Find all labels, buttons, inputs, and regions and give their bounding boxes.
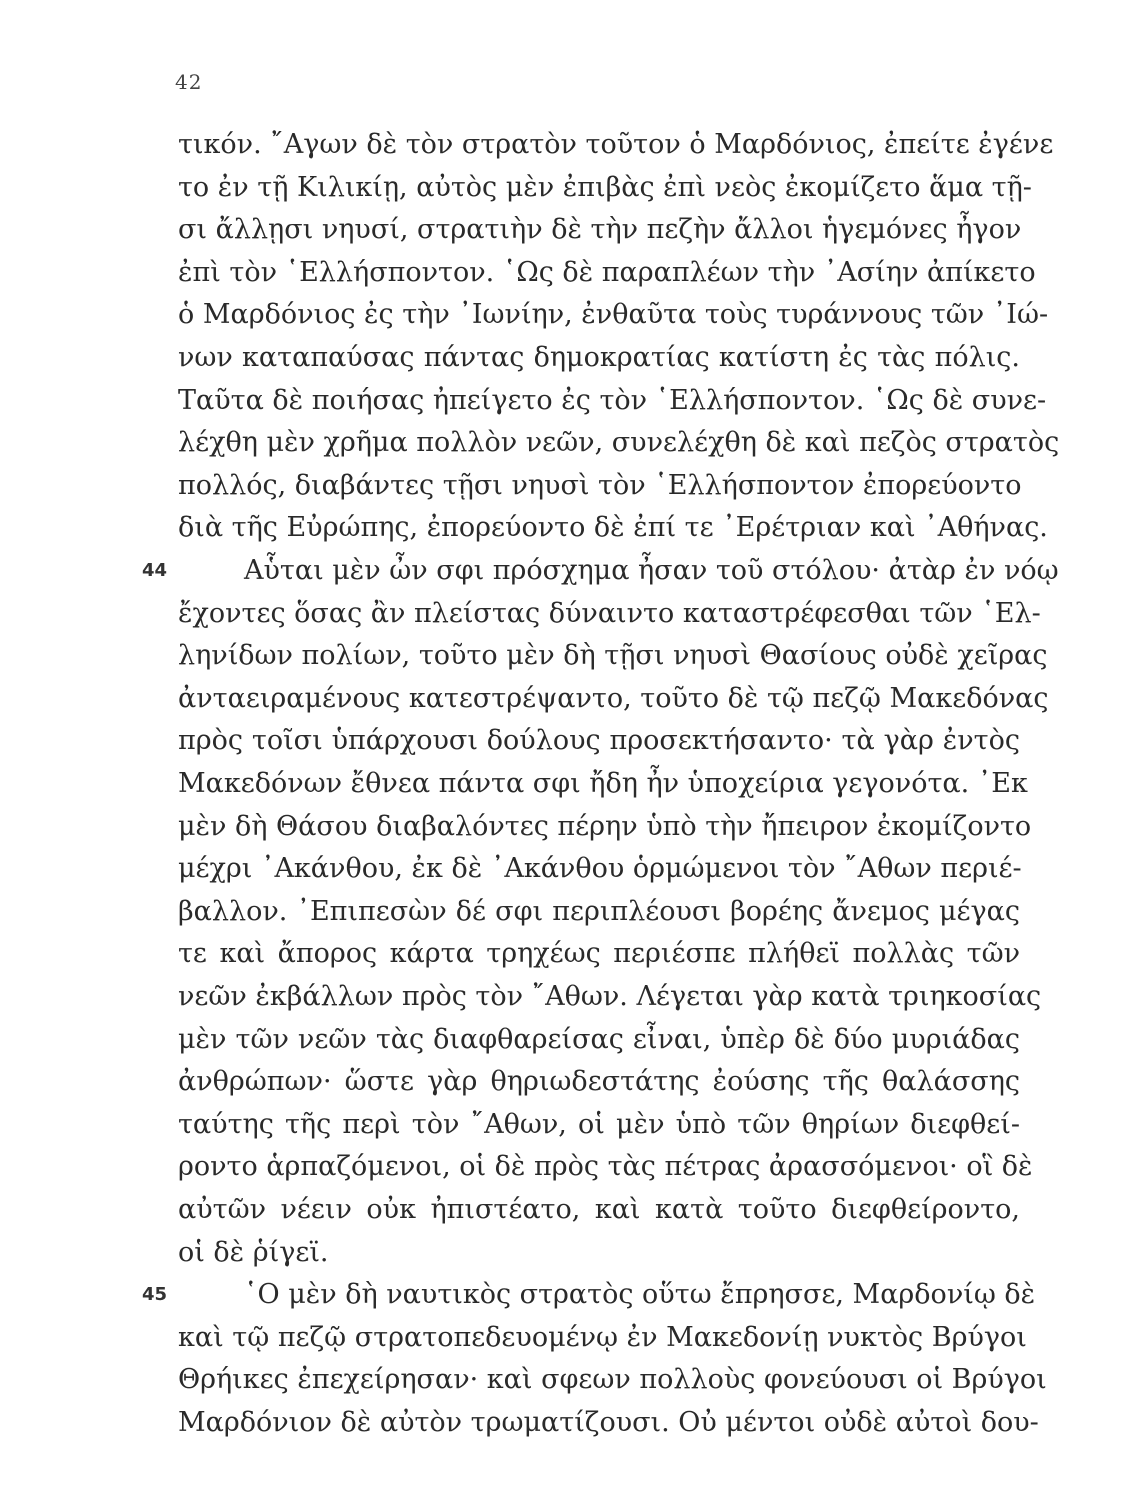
page-number: 42: [175, 70, 203, 94]
text-line: βαλλον. ᾿Επιπεσὼν δέ σφι περιπλέουσι βορέης ἄνεμος μέγας: [178, 895, 1020, 927]
text-line: ἀνταειραμένους κατεστρέψαντο, τοῦτο δὲ τῷ πεζῷ Μακεδόνας: [178, 682, 1049, 714]
text-line: πολλός, διαβάντες τῇσι νηυσὶ τὸν ῾Ελλήσποντον ἐπορεύοντο: [178, 469, 1022, 501]
text-line: νων καταπαύσας πάντας δημοκρατίας κατίστη ἐς τὰς πόλις.: [178, 342, 1020, 373]
text-line: μὲν δὴ Θάσου διαβαλόντες πέρην ὑπὸ τὴν ἤπειρον ἐκομίζοντο: [178, 810, 1032, 842]
text-line: ἐπὶ τὸν ῾Ελλήσποντον. ῾Ως δὲ παραπλέων τὴν ᾿Ασίην ἀπίκετο: [178, 256, 1036, 288]
text-line: διὰ τῆς Εὐρώπης, ἐπορεύοντο δὲ ἐπί τε ᾿Ερέτριαν καὶ ᾿Αθήνας.: [178, 512, 1048, 544]
text-line: τικόν. ῎Αγων δὲ τὸν στρατὸν τοῦτον ὁ Μαρδόνιος, ἐπείτε ἐγένε: [178, 129, 1054, 160]
text-line: αὐτῶν νέειν οὐκ ἠπιστέατο, καὶ κατὰ τοῦτο διεφθείροντο,: [178, 1194, 1020, 1225]
text-line: οἱ δὲ ῥίγεϊ.: [178, 1236, 329, 1268]
text-line: πρὸς τοῖσι ὑπάρχουσι δούλους προσεκτήσαντο· τὰ γὰρ ἐντὸς: [178, 725, 1020, 757]
text-line: σι ἄλλῃσι νηυσί, στρατιὴν δὲ τὴν πεζὴν ἄλλοι ἡγεμόνες ἦγον: [178, 214, 1022, 246]
text-line: μέχρι ᾿Ακάνθου, ἐκ δὲ ᾿Ακάνθου ὁρμώμενοι τὸν ῎Αθων περιέ-: [178, 853, 1022, 885]
text-line: Αὗται μὲν ὦν σφι πρόσχημα ἦσαν τοῦ στόλου· ἀτὰρ ἐν νόῳ: [244, 555, 1059, 586]
text-line: Μαρδόνιον δὲ αὐτὸν τρωματίζουσι. Οὐ μέντοι οὐδὲ αὐτοὶ δου-: [178, 1407, 1039, 1438]
text-line: ληνίδων πολίων, τοῦτο μὲν δὴ τῇσι νηυσὶ Θασίους οὐδὲ χεῖρας: [178, 640, 1048, 672]
text-line: Θρήικες ἐπεχείρησαν· καὶ σφεων πολλοὺς φονεύουσι οἱ Βρύγοι: [178, 1364, 1047, 1396]
text-line: ταύτης τῆς περὶ τὸν ῎Αθων, οἱ μὲν ὑπὸ τῶν θηρίων διεφθεί-: [178, 1108, 1020, 1140]
section-number: 44: [142, 560, 168, 581]
text-line: Ταῦτα δὲ ποιήσας ἠπείγετο ἐς τὸν ῾Ελλήσποντον. ῾Ως δὲ συνε-: [178, 384, 1047, 416]
text-line: λέχθη μὲν χρῆμα πολλὸν νεῶν, συνελέχθη δὲ καὶ πεζὸς στρατὸς: [178, 427, 1060, 459]
text-line: ὁ Μαρδόνιος ἐς τὴν ᾿Ιωνίην, ἐνθαῦτα τοὺς τυράννους τῶν ᾿Ιώ-: [178, 299, 1049, 331]
section-number: 45: [142, 1284, 168, 1306]
text-line: ἔχοντες ὅσας ἂν πλείστας δύναιντο καταστρέφεσθαι τῶν ῾Ελ-: [178, 597, 1041, 629]
text-line: νεῶν ἐκβάλλων πρὸς τὸν ῎Αθων. Λέγεται γὰρ κατὰ τριηκοσίας: [178, 981, 1042, 1012]
text-line: ἀνθρώπων· ὥστε γὰρ θηριωδεστάτης ἐούσης τῆς θαλάσσης: [178, 1066, 1020, 1098]
text-line: καὶ τῷ πεζῷ στρατοπεδευομένῳ ἐν Μακεδονίῃ νυκτὸς Βρύγοι: [178, 1321, 1027, 1353]
text-line: μὲν τῶν νεῶν τὰς διαφθαρείσας εἶναι, ὑπὲρ δὲ δύο μυριάδας: [178, 1023, 1020, 1055]
text-line: ῾Ο μὲν δὴ ναυτικὸς στρατὸς οὕτω ἔπρησσε, Μαρδονίῳ δὲ: [244, 1279, 1036, 1311]
text-line: ροντο ἁρπαζόμενοι, οἱ δὲ πρὸς τὰς πέτρας ἀρασσόμενοι· οἳ δὲ: [178, 1151, 1033, 1183]
text-line: το ἐν τῇ Κιλικίῃ, αὐτὸς μὲν ἐπιβὰς ἐπὶ νεὸς ἐκομίζετο ἅμα τῇ-: [178, 171, 1032, 203]
text-line: Μακεδόνων ἔθνεα πάντα σφι ἤδη ἦν ὑποχείρια γεγονότα. ᾿Εκ: [178, 768, 1028, 799]
text-line: τε καὶ ἄπορος κάρτα τρηχέως περιέσπε πλήθεϊ πολλὰς τῶν: [178, 938, 1020, 970]
